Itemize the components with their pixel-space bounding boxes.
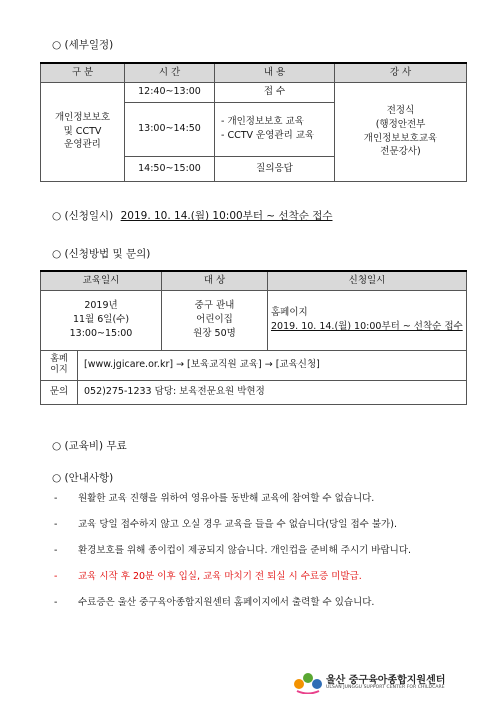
center-logo: [293, 670, 463, 696]
header-apply-datetime: 신청일시: [268, 271, 467, 290]
notice-item-warning: - 교육 시작 후 20분 이후 입실, 교육 마치기 전 퇴실 시 수료증 미발급.: [54, 571, 362, 582]
apply-date-value: 2019. 10. 14.(월) 10:00부터 ~ 선착순 접수: [120, 210, 333, 222]
header-edu-datetime: 교육일시: [41, 271, 162, 290]
notice-item: - 원활한 교육 진행을 위하여 영유아를 동반해 교육에 참여할 수 없습니다.: [54, 493, 375, 504]
contact-label: 문의: [41, 380, 78, 404]
content-cell: 질의응답: [215, 156, 335, 181]
homepage-link[interactable]: [www.jgicare.or.kr] → [보육교직원 교육] → [교육신청]: [78, 350, 467, 380]
section-apply-date: ○ (신청일시) 2019. 10. 14.(월) 10:00부터 ~ 선착순 접수: [52, 210, 333, 222]
notice-item: - 수료증은 울산 중구육아종합지원센터 홈페이지에서 출력할 수 있습니다.: [54, 597, 375, 608]
time-cell: 14:50~15:00: [125, 156, 215, 181]
edu-datetime-cell: 2019년 11월 6일(수) 13:00~15:00: [41, 290, 162, 350]
instructor-cell: 전정식 (행정안전부 개인정보보호교육 전문강사): [335, 82, 467, 181]
apply-table: [40, 270, 467, 405]
notice-item: - 환경보호를 위해 종이컵이 제공되지 않습니다. 개인컵을 준비해 주시기 바랍니다.: [54, 545, 412, 556]
time-cell: 12:40~13:00: [125, 82, 215, 102]
schedule-table: [40, 62, 467, 182]
contact-value: 052)275-1233 담당: 보육전문요원 박현정: [78, 380, 467, 404]
header-target: 대 상: [162, 271, 268, 290]
target-cell: 중구 관내 어린이집 원장 50명: [162, 290, 268, 350]
header-instructor: 강 사: [335, 63, 467, 82]
section-schedule-title: ○ (세부일정): [52, 39, 114, 51]
section-notice-title: ○ (안내사항): [52, 472, 114, 484]
logo-subtitle: ULSAN JUNGGU SUPPORT CENTER FOR CHILDCARE: [326, 685, 445, 690]
header-time: 시 간: [125, 63, 215, 82]
notice-item: - 교육 당일 접수하지 않고 오실 경우 교육을 들을 수 없습니다(당일 접수 불가).: [54, 519, 397, 530]
time-cell: 13:00~14:50: [125, 102, 215, 156]
apply-datetime-cell: 홈페이지 2019. 10. 14.(월) 10:00부터 ~ 선착순 접수: [268, 290, 467, 350]
section-fee: ○ (교육비) 무료: [52, 440, 127, 452]
content-cell: - 개인정보보호 교육 - CCTV 운영관리 교육: [215, 102, 335, 156]
logo-name: 울산 중구육아종합지원센터: [326, 675, 446, 686]
header-category: 구 분: [41, 63, 125, 82]
notice-list: [52, 490, 462, 620]
homepage-label: 홈페 이지: [41, 350, 78, 380]
content-cell: 접 수: [215, 82, 335, 102]
logo-mark-icon: [293, 670, 323, 694]
header-content: 내 용: [215, 63, 335, 82]
section-apply-method-title: ○ (신청방법 및 문의): [52, 248, 151, 260]
category-cell: 개인정보보호 및 CCTV 운영관리: [41, 82, 125, 181]
